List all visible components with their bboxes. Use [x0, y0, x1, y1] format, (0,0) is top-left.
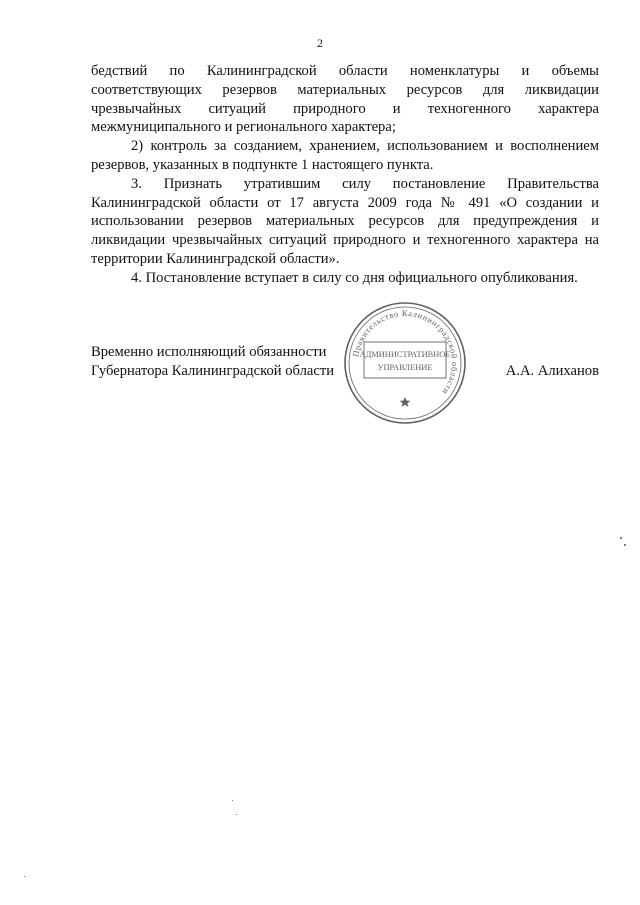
- signer-title-line-1: Временно исполняющий обязанности: [91, 344, 327, 360]
- seal-center-box: [364, 342, 446, 378]
- seal-inner-line-2: УПРАВЛЕНИЕ: [377, 363, 433, 372]
- seal-star-icon: [400, 397, 411, 407]
- scan-speck: [624, 544, 626, 546]
- document-body: [91, 62, 599, 288]
- paragraph-point-4: 4. Постановление вступает в силу со дня официального опубликования.: [131, 269, 578, 286]
- signer-name: А.А. Алиханов: [505, 363, 599, 379]
- signature-block: [91, 343, 334, 381]
- signer-title-line-2: Губернатора Калининградской области: [91, 362, 335, 379]
- paragraph-item-2: 2) контроль за созданием, хранением, использованием и восполнением резервов, указанных в подпункте 1 настоящего пункта.: [91, 138, 599, 173]
- paragraph-continuation: бедствий по Калининградской области номенклатуры и объемы соответствующих резервов материальных ресурсов для ликвидации чрезвычайных ситуаций природного и техногенного характера межмуниципального и регионального характера;: [91, 63, 599, 136]
- seal-ring-text: Правительство Калининградской области: [350, 307, 461, 397]
- scan-speck: [232, 800, 233, 801]
- page-number: 2: [317, 36, 323, 50]
- scan-speck: [24, 876, 25, 877]
- paragraph-point-3: 3. Признать утратившим силу постановление Правительства Калининградской области от 17 августа 2009 года № 491 «О создании и использовании резервов материальных ресурсов для предупреждения и ликвидации чрезвычайных ситуаций природного и техногенного характера на территории Калининградской области».: [91, 175, 599, 267]
- seal-inner-line-1: АДМИНИСТРАТИВНОЕ: [359, 350, 451, 359]
- official-seal-stamp: [342, 300, 468, 426]
- scan-speck: [620, 537, 622, 539]
- scan-speck: [236, 814, 237, 815]
